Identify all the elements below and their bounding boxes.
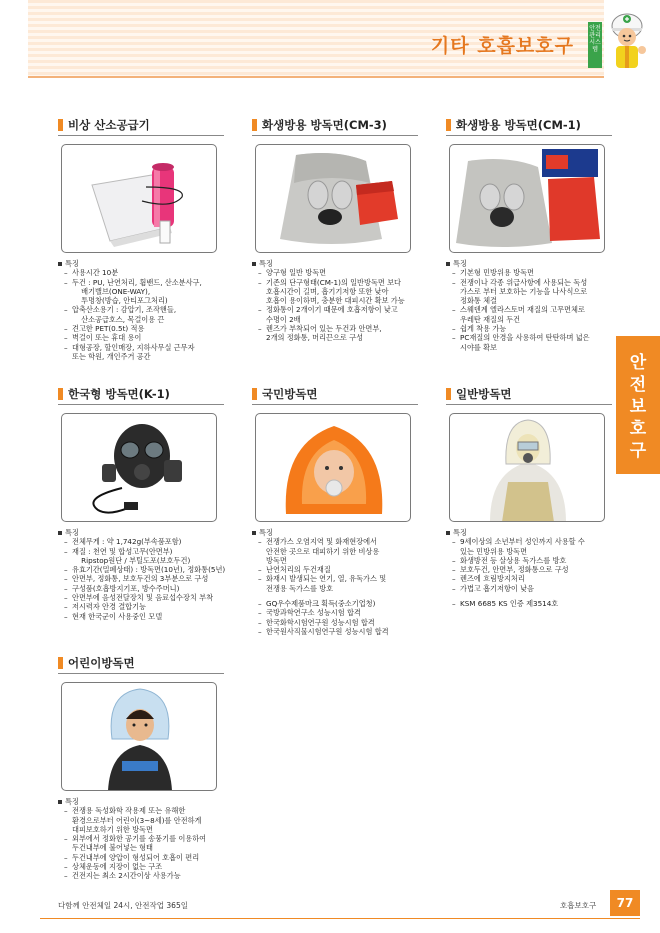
- feature-item: – PC재질의 안경을 사용하여 탄탄하며 넓은 시야를 확보: [452, 333, 616, 352]
- feature-item: – 쉽게 착용 가능: [452, 324, 616, 333]
- feature-item: – 저시력자 안경 결합기능: [64, 602, 238, 611]
- feature-item: – 정화통이 2개이기 때문에 호흡저항이 낮고 수명이 2배: [258, 305, 432, 324]
- feature-label: 특징: [65, 259, 79, 268]
- side-tab-label: 안전보호구: [629, 353, 647, 461]
- section-marker-icon: [58, 388, 63, 400]
- section-divider: [446, 404, 612, 405]
- feature-label: 특징: [65, 528, 79, 537]
- feature-item: – 외부에서 정화한 공기를 송풍기를 이용하여 두건내부에 불어넣는 형태: [64, 834, 238, 853]
- page-header: [0, 0, 660, 78]
- feature-item: – 가볍고 흡기저항이 낮음: [452, 584, 616, 593]
- section-title: 일반방독면: [456, 387, 512, 401]
- feature-item: – 난연처리의 두건재질: [258, 565, 432, 574]
- feature-item: – 양구형 일반 방독면: [258, 268, 432, 277]
- feature-label: 특징: [453, 259, 467, 268]
- feature-item: – 유효기간(밀폐상태) : 방독면(10년), 정화통(5년): [64, 565, 238, 574]
- feature-item: – 구성품(호흡방지기포, 방수주머니): [64, 584, 238, 593]
- feature-label: 특징: [259, 259, 273, 268]
- section-title: 어린이방독면: [68, 656, 135, 670]
- feature-item: – 전쟁용 독성화학 작용제 또는 유해한 환경으로부터 어린이(3~8세)를 안전하게 대피보호하기 위한 방독면: [64, 806, 238, 834]
- feature-item: – KSM 6685 KS 인증 제3514호: [452, 599, 616, 608]
- feature-item: – 전체무게 : 약 1,742g(부속품포함): [64, 537, 238, 546]
- feature-item: – 렌즈에 흐림방지처리: [452, 574, 616, 583]
- section-general: [446, 386, 616, 608]
- feature-item: – 상체운동에 지장이 없는 구조: [64, 862, 238, 871]
- product-photo-cm1: [449, 144, 605, 253]
- header-divider: [28, 76, 604, 78]
- section-divider: [58, 404, 224, 405]
- feature-item: – 렌즈가 부착되어 있는 두건과 안면부, 2개의 정화통, 머리끈으로 구성: [258, 324, 432, 343]
- product-photo-cm3: [255, 144, 411, 253]
- section-marker-icon: [252, 119, 257, 131]
- section-cm3: [252, 117, 432, 343]
- page-footer: [0, 886, 660, 922]
- feature-label: 특징: [453, 528, 467, 537]
- section-title: 비상 산소공급기: [68, 118, 150, 132]
- feature-item: – 현재 한국군이 사용중인 모델: [64, 612, 238, 621]
- feature-item: – 한국화학시험연구원 성능시험 합격: [258, 618, 432, 627]
- footer-divider: [40, 918, 640, 919]
- feature-item: – 재질 : 천연 및 합성고무(안면부) Ripstop원단 / 부틸도포(보호두건): [64, 547, 238, 566]
- product-photo-children: [61, 682, 217, 791]
- section-marker-icon: [252, 388, 257, 400]
- section-marker-icon: [446, 388, 451, 400]
- feature-item: – 국방과학연구소 성능시험 합격: [258, 608, 432, 617]
- feature-item: – 9세이상의 소년부터 성인까지 사용할 수 있는 민방위용 방독면: [452, 537, 616, 556]
- feature-item: – 안면부, 정화통, 보호두건의 3부분으로 구성: [64, 574, 238, 583]
- section-title: 한국형 방독면(K-1): [68, 387, 170, 401]
- page-title: 기타 호흡보호구: [430, 35, 574, 57]
- feature-item: – 한국원사직물시험연구원 성능시험 합격: [258, 627, 432, 636]
- feature-item: – 견고한 PET(0.5t) 적용: [64, 324, 233, 333]
- section-divider: [58, 135, 224, 136]
- feature-item: – 사용시간 10분: [64, 268, 233, 277]
- feature-item: – 전쟁이나 각종 위급사항에 사용되는 독성 가스로 부터 보호하는 기능을 나사식으로 정화통 체결: [452, 278, 616, 306]
- feature-item: – 압축산소용기 : 감압기, 조작핸들, 산소공급호스, 목걸이용 끈: [64, 305, 233, 324]
- section-divider: [446, 135, 612, 136]
- section-marker-icon: [446, 119, 451, 131]
- section-k1: [58, 386, 238, 621]
- product-photo-oxygen: [61, 144, 217, 253]
- side-tab: [616, 336, 660, 474]
- feature-item: – 대형공장, 할인매장, 지하사무실 근무자 또는 학원, 개인주거 공간: [64, 343, 233, 362]
- header-tag: 안전관리시스템: [588, 22, 602, 68]
- section-cm1: [446, 117, 616, 352]
- safety-mascot-icon: [604, 6, 650, 72]
- feature-item: – 기존의 단구형태(CM-1)의 일반방독면 보다 호흡시간이 길며, 흡기기저항 또한 낮아 호흡이 용이하며, 충분한 대피시간 확보 가능: [258, 278, 432, 306]
- section-divider: [58, 673, 224, 674]
- section-title: 국민방독면: [262, 387, 318, 401]
- product-photo-general: [449, 413, 605, 522]
- feature-label: 특징: [259, 528, 273, 537]
- feature-item: – 전쟁가스 오염지역 및 화재현장에서 안전한 곳으로 대피하기 위한 비상용 방독면: [258, 537, 432, 565]
- footer-slogan: 다함께 안전체일 24시, 안전작업 365일: [58, 901, 188, 910]
- page-number: 77: [610, 890, 640, 916]
- feature-item: – 화재시 발생되는 연기, 열, 유독가스 및 전쟁용 독가스를 방호: [258, 574, 432, 593]
- feature-label: 특징: [65, 797, 79, 806]
- section-marker-icon: [58, 657, 63, 669]
- section-children: [58, 655, 238, 881]
- section-title: 화생방용 방독면(CM-1): [456, 118, 581, 132]
- section-emergency-oxygen: [58, 117, 233, 361]
- section-marker-icon: [58, 119, 63, 131]
- feature-item: – 보호두건, 안면부, 정화통으로 구성: [452, 565, 616, 574]
- footer-category: 호흡보호구: [560, 901, 597, 910]
- feature-item: – 두건내부에 양압이 형성되어 호흡이 편리: [64, 853, 238, 862]
- feature-item: – 스웨덴계 엘라스토머 재질의 고무면체로 우레탄 재질의 두건: [452, 305, 616, 324]
- section-divider: [252, 135, 418, 136]
- product-photo-national: [255, 413, 411, 522]
- section-divider: [252, 404, 418, 405]
- feature-item: – 화생방전 등 살상용 독가스를 방호: [452, 556, 616, 565]
- feature-item: – GQ우수제품마크 획득(중소기업청): [258, 599, 432, 608]
- feature-item: – 건전지는 최소 2시간이상 사용가능: [64, 871, 238, 880]
- feature-item: – 두건 : PU, 난연처리, 휨밴드, 산소분사구, 배기밸브(ONE-WAY), 투명창(방습, 안티포그처리): [64, 278, 233, 306]
- feature-item: – 기본형 민방위용 방독면: [452, 268, 616, 277]
- section-title: 화생방용 방독면(CM-3): [262, 118, 387, 132]
- feature-item: – 벽걸이 또는 휴대 용이: [64, 333, 233, 342]
- section-national: [252, 386, 432, 636]
- feature-item: – 안면부에 음성전달장치 및 음료섭수장치 부착: [64, 593, 238, 602]
- product-photo-k1: [61, 413, 217, 522]
